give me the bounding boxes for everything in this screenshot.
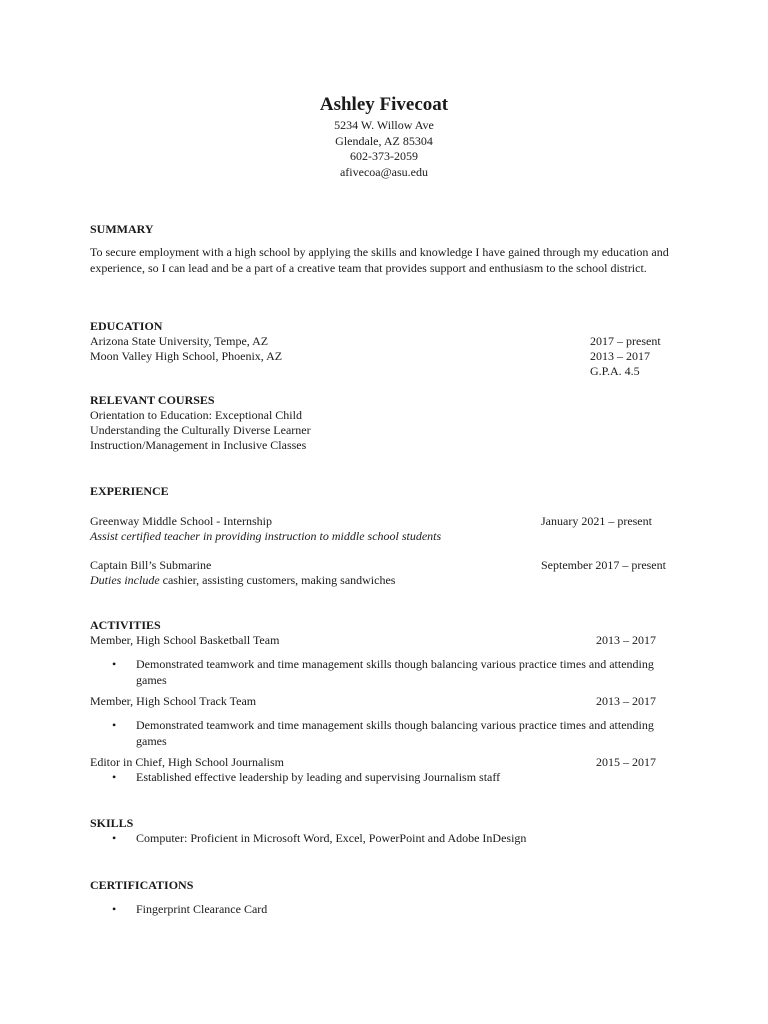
bullet-icon: • bbox=[112, 902, 117, 916]
phone-line: 602-373-2059 bbox=[350, 149, 418, 163]
activity-dates: 2013 – 2017 bbox=[596, 694, 656, 708]
education-dates: 2013 – 2017 bbox=[590, 349, 650, 363]
experience-heading: EXPERIENCE bbox=[90, 484, 169, 498]
bullet-icon: • bbox=[112, 718, 117, 732]
summary-heading: SUMMARY bbox=[90, 222, 154, 236]
experience-item bbox=[90, 558, 690, 573]
skills-heading: SKILLS bbox=[90, 816, 134, 830]
school-name: Moon Valley High School, Phoenix, AZ bbox=[90, 349, 283, 363]
experience-section bbox=[90, 484, 690, 588]
bullet-text: Computer: Proficient in Microsoft Word, Excel, PowerPoint and Adobe InDesign bbox=[136, 831, 527, 845]
skills-section bbox=[90, 816, 690, 847]
job-description bbox=[90, 529, 690, 544]
activity-item bbox=[90, 755, 690, 770]
job-title: Greenway Middle School - Internship bbox=[90, 514, 272, 528]
courses-heading: RELEVANT COURSES bbox=[90, 393, 215, 407]
gpa-row bbox=[90, 364, 690, 379]
bullet-icon: • bbox=[112, 770, 117, 784]
activity-title: Member, High School Basketball Team bbox=[90, 633, 280, 647]
education-item bbox=[90, 334, 690, 349]
activities-heading: ACTIVITIES bbox=[90, 618, 161, 632]
certification-bullet bbox=[90, 902, 682, 918]
job-description-italic: Duties include bbox=[90, 573, 160, 587]
activity-item bbox=[90, 694, 690, 709]
education-dates: 2017 – present bbox=[590, 334, 661, 348]
education-heading: EDUCATION bbox=[90, 319, 163, 333]
bullet-text: Demonstrated teamwork and time management skills though balancing various practice times and attending games bbox=[136, 718, 654, 748]
education-item bbox=[90, 349, 690, 364]
skill-bullet bbox=[90, 831, 682, 847]
contact-header bbox=[0, 94, 768, 180]
activity-bullet bbox=[90, 770, 682, 786]
job-title: Captain Bill’s Submarine bbox=[90, 558, 212, 572]
course-item: Instruction/Management in Inclusive Classes bbox=[90, 438, 307, 452]
address-line: 5234 W. Willow Ave bbox=[334, 118, 434, 132]
certifications-section bbox=[90, 878, 690, 918]
bullet-text: Established effective leadership by leading and supervising Journalism staff bbox=[136, 770, 501, 784]
course-item: Understanding the Culturally Diverse Learner bbox=[90, 423, 311, 437]
activity-item bbox=[90, 633, 690, 648]
job-description bbox=[90, 573, 690, 588]
activity-dates: 2013 – 2017 bbox=[596, 633, 656, 647]
email-line: afivecoa@asu.edu bbox=[339, 164, 428, 179]
activity-bullet bbox=[90, 657, 682, 688]
bullet-text: Demonstrated teamwork and time management skills though balancing various practice times and attending games bbox=[136, 657, 654, 687]
activity-dates: 2015 – 2017 bbox=[596, 755, 656, 769]
applicant-name: Ashley Fivecoat bbox=[319, 94, 449, 115]
certifications-heading: CERTIFICATIONS bbox=[90, 878, 194, 892]
summary-section bbox=[90, 222, 690, 276]
bullet-icon: • bbox=[112, 831, 117, 845]
bullet-icon: • bbox=[112, 657, 117, 671]
job-dates: September 2017 – present bbox=[541, 558, 666, 572]
courses-section bbox=[90, 393, 690, 453]
education-section bbox=[90, 319, 690, 379]
city-line: Glendale, AZ 85304 bbox=[335, 133, 433, 148]
bullet-text: Fingerprint Clearance Card bbox=[136, 902, 268, 916]
job-dates: January 2021 – present bbox=[541, 514, 652, 528]
school-name: Arizona State University, Tempe, AZ bbox=[90, 334, 269, 348]
experience-item bbox=[90, 514, 690, 529]
activity-title: Editor in Chief, High School Journalism bbox=[90, 755, 284, 769]
course-item: Orientation to Education: Exceptional Child bbox=[90, 408, 302, 422]
summary-text: To secure employment with a high school by applying the skills and knowledge I have gained through my education and experience, so I can lead and be a part of a creative team that provides support and enthusiasm to the school district. bbox=[90, 245, 669, 275]
activities-section bbox=[90, 618, 690, 786]
activity-title: Member, High School Track Team bbox=[90, 694, 257, 708]
job-description-italic: Assist certified teacher in providing instruction to middle school students bbox=[90, 529, 442, 543]
job-description-plain: cashier, assisting customers, making sandwiches bbox=[159, 573, 396, 587]
gpa-value: G.P.A. 4.5 bbox=[590, 364, 640, 378]
activity-bullet bbox=[90, 718, 682, 749]
